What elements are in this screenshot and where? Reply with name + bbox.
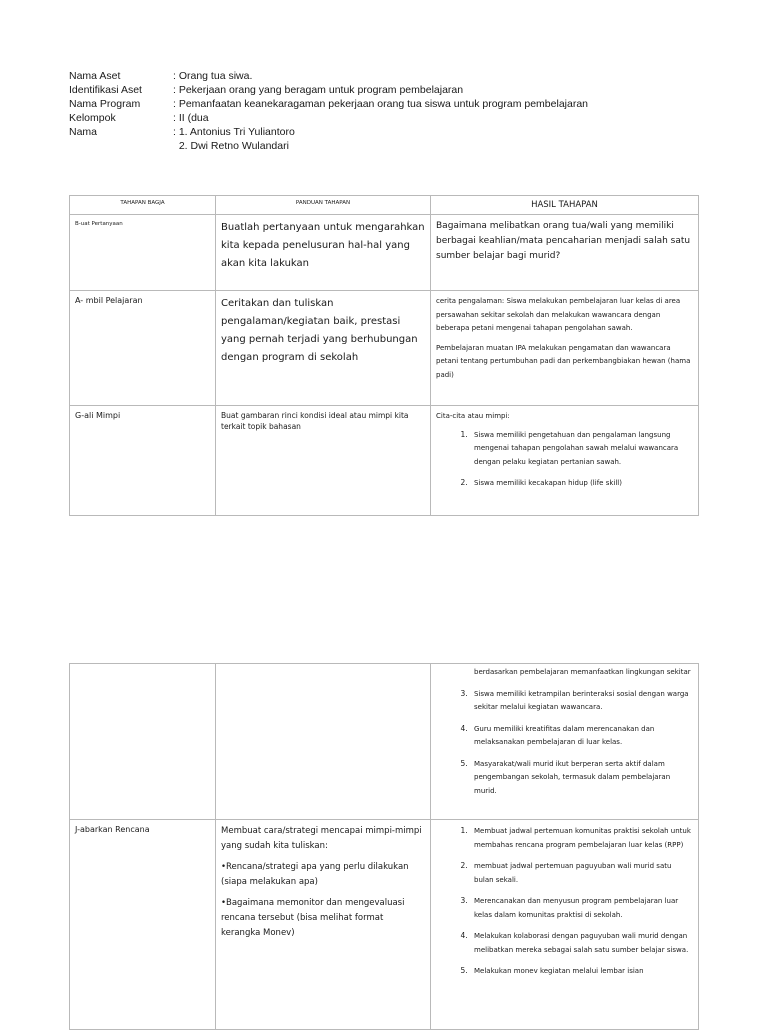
- dream-list-continued: [436, 687, 693, 799]
- guide-cell: [216, 820, 431, 1030]
- plan-list: [436, 824, 693, 979]
- guide-cell: [216, 664, 431, 820]
- info-label: Nama Aset: [69, 70, 121, 82]
- table-row: [70, 215, 699, 291]
- guide-cell: Buatlah pertanyaan untuk mengarahkan kita kepada penelusuran hal-hal yang akan kita lakukan: [216, 215, 431, 291]
- list-item: 5. Masyarakat/wali murid ikut berperan serta aktif dalam pengembangan sekolah, termasuk dalam pembelajaran murid.: [470, 757, 693, 799]
- header-tahapan: TAHAPAN BAGJA: [70, 196, 216, 215]
- guide-paragraph: Membuat cara/strategi mencapai mimpi-mimpi yang sudah kita tuliskan:: [221, 826, 422, 851]
- step-cell: [70, 664, 216, 820]
- result-cell: Bagaimana melibatkan orang tua/wali yang memiliki berbagai keahlian/mata pencaharian menjadi salah satu sumber belajar bagi murid?: [431, 215, 699, 291]
- info-label: Nama: [69, 126, 98, 138]
- header-panduan: PANDUAN TAHAPAN: [216, 196, 431, 215]
- info-row: [69, 83, 588, 97]
- list-item: 1. Membuat jadwal pertemuan komunitas praktisi sekolah untuk membahas rencana program pembelajaran luar kelas (RPP): [470, 824, 693, 852]
- info-row: [69, 125, 588, 139]
- guide-cell: Ceritakan dan tuliskan pengalaman/kegiatan baik, prestasi yang pernah terjadi yang berhubungan dengan program di sekolah: [216, 291, 431, 406]
- list-continuation: berdasarkan pembelajaran memanfaatkan lingkungan sekitar: [474, 668, 691, 676]
- table-header-row: [70, 196, 699, 215]
- result-cell: [431, 406, 699, 516]
- result-cell: [431, 820, 699, 1030]
- table-row: [70, 406, 699, 516]
- asset-info-block: [69, 69, 588, 153]
- list-item: 4. Melakukan kolaborasi dengan paguyuban wali murid dengan melibatkan mereka sebagai salah satu sumber belajar siswa.: [470, 929, 693, 957]
- header-hasil: HASIL TAHAPAN: [431, 196, 699, 215]
- table-row: [70, 291, 699, 406]
- guide-cell: Buat gambaran rinci kondisi ideal atau mimpi kita terkait topik bahasan: [216, 406, 431, 516]
- info-value: : Orang tua siwa.: [173, 70, 253, 82]
- guide-paragraph: •Rencana/strategi apa yang perlu dilakukan (siapa melakukan apa): [221, 862, 409, 887]
- info-value: : II (dua: [173, 112, 209, 124]
- info-label: Kelompok: [69, 112, 116, 124]
- info-value: : Pemanfaatan keanekaragaman pekerjaan orang tua siswa untuk program pembelajaran: [173, 98, 589, 110]
- info-row: [69, 111, 588, 125]
- info-label: Nama Program: [69, 98, 141, 110]
- list-item: 5. Melakukan monev kegiatan melalui lembar isian: [470, 964, 693, 979]
- result-paragraph: Pembelajaran muatan IPA melakukan pengamatan dan wawancara petani tentang pertumbuhan padi dan perkembangbiakan hewan (hama padi): [436, 343, 691, 379]
- list-item: 3. Merencanakan dan menyusun program pembelajaran luar kelas dalam komunitas praktisi di sekolah.: [470, 894, 693, 922]
- table-row: [70, 664, 699, 820]
- step-cell: A- mbil Pelajaran: [70, 291, 216, 406]
- list-item: 2. membuat jadwal pertemuan paguyuban wali murid satu bulan sekali.: [470, 859, 693, 887]
- step-cell: G-ali Mimpi: [70, 406, 216, 516]
- result-paragraph: cerita pengalaman: Siswa melakukan pembelajaran luar kelas di area persawahan sekitar sekolah dan melakukan wawancara dengan beberapa petani mengenai tahapan pengolahan sawah.: [436, 297, 681, 332]
- step-cell: B-uat Pertanyaan: [70, 215, 216, 291]
- table-row: [70, 820, 699, 1030]
- info-value: : Pekerjaan orang yang beragam untuk program pembelajaran: [173, 84, 464, 96]
- result-cell: [431, 664, 699, 820]
- bagja-table-2: [69, 663, 699, 1030]
- info-row: [69, 139, 588, 153]
- list-item: 1. Siswa memiliki pengetahuan dan pengalaman langsung mengenai tahapan pengolahan sawah melalui wawancara dengan pelaku kegiatan pertanian sawah.: [470, 428, 693, 470]
- info-row: [69, 69, 588, 83]
- list-item: 2. Siswa memiliki kecakapan hidup (life skill): [470, 476, 693, 491]
- info-value: 2. Dwi Retno Wulandari: [173, 140, 289, 152]
- info-label: [69, 139, 173, 153]
- info-value: : 1. Antonius Tri Yuliantoro: [173, 126, 295, 138]
- guide-paragraph: •Bagaimana memonitor dan mengevaluasi rencana tersebut (bisa melihat format kerangka Monev): [221, 898, 405, 938]
- result-cell: [431, 291, 699, 406]
- bagja-table-1: [69, 195, 699, 516]
- list-item: 4. Guru memiliki kreatifitas dalam merencanakan dan melaksanakan pembelajaran di luar kelas.: [470, 722, 693, 750]
- list-item: 3. Siswa memiliki ketrampilan berinteraksi sosial dengan warga sekitar melalui kegiatan wawancara.: [470, 687, 693, 715]
- dream-list: [436, 428, 693, 491]
- result-intro: Cita-cita atau mimpi:: [436, 412, 510, 420]
- info-label: Identifikasi Aset: [69, 84, 142, 96]
- info-row: [69, 97, 588, 111]
- step-cell: J-abarkan Rencana: [70, 820, 216, 1030]
